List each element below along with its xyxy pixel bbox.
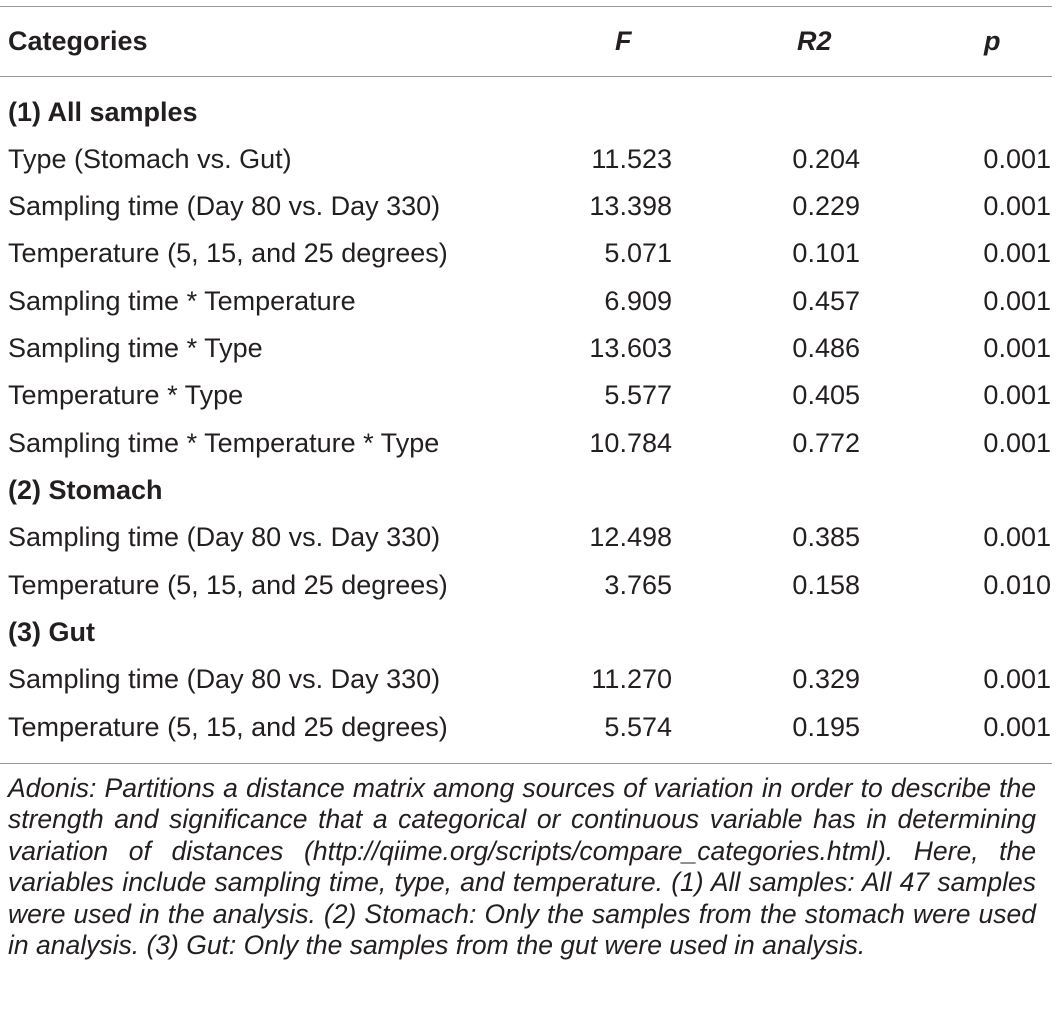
row-p: 0.001 xyxy=(983,333,1051,363)
row-label: Temperature (5, 15, and 25 degrees) xyxy=(8,238,448,268)
row-r2: 0.329 xyxy=(792,664,860,694)
row-r2: 0.158 xyxy=(792,570,860,600)
row-r2: 0.405 xyxy=(792,380,860,410)
row-label: Sampling time * Temperature * Type xyxy=(8,428,440,458)
row-f: 11.270 xyxy=(591,664,672,694)
row-r2: 0.195 xyxy=(792,712,860,742)
row-r2: 0.204 xyxy=(792,144,860,174)
header-f: F xyxy=(615,26,632,56)
row-label: Sampling time (Day 80 vs. Day 330) xyxy=(8,191,441,221)
table-row xyxy=(0,136,1057,183)
table-row xyxy=(0,656,1057,703)
bottom-rule xyxy=(0,763,1052,764)
row-r2: 0.486 xyxy=(792,333,860,363)
table-row xyxy=(0,230,1057,277)
section-title-gut xyxy=(0,609,1057,656)
row-p: 0.001 xyxy=(983,664,1051,694)
row-label: Temperature * Type xyxy=(8,380,244,410)
table-row xyxy=(0,562,1057,609)
table-row xyxy=(0,420,1057,467)
row-label: Sampling time * Type xyxy=(8,333,263,363)
row-p: 0.001 xyxy=(983,144,1051,174)
top-rule xyxy=(0,6,1052,7)
header-rule xyxy=(0,76,1052,77)
header-row xyxy=(0,18,1057,65)
table-row xyxy=(0,372,1057,419)
row-label: Sampling time (Day 80 vs. Day 330) xyxy=(8,522,441,552)
row-p: 0.001 xyxy=(983,191,1051,221)
table-row xyxy=(0,183,1057,230)
row-r2: 0.385 xyxy=(792,522,860,552)
table-row xyxy=(0,325,1057,372)
row-p: 0.001 xyxy=(983,286,1051,316)
row-f: 12.498 xyxy=(589,522,672,552)
row-f: 13.398 xyxy=(589,191,672,221)
row-p: 0.001 xyxy=(983,712,1051,742)
row-f: 3.765 xyxy=(604,570,672,600)
table-row xyxy=(0,704,1057,751)
row-r2: 0.772 xyxy=(792,428,860,458)
row-p: 0.001 xyxy=(983,238,1051,268)
section-title-stomach xyxy=(0,467,1057,514)
row-f: 5.071 xyxy=(604,238,672,268)
row-label: Sampling time (Day 80 vs. Day 330) xyxy=(8,664,441,694)
row-f: 13.603 xyxy=(589,333,672,363)
row-label: Type (Stomach vs. Gut) xyxy=(8,144,292,174)
header-categories: Categories xyxy=(8,26,148,56)
header-r2: R2 xyxy=(797,26,832,56)
table-footnote: Adonis: Partitions a distance matrix among sources of variation in order to describe the strength and significance that a categorical or continuous variable has in determining variation of distances (http://qiime.org/scripts/compare_categories.html). Here, the variables include sampling time, type, and temperature. (1) All samples: All 47 samples were used in the analysis. (2) Stomach: Only the samples from the stomach were used in analysis. (3) Gut: Only the samples from the gut were used in analysis. xyxy=(8,773,1036,961)
row-p: 0.001 xyxy=(983,380,1051,410)
row-label: Sampling time * Temperature xyxy=(8,286,356,316)
row-p: 0.001 xyxy=(983,428,1051,458)
row-f: 5.574 xyxy=(604,712,672,742)
header-p: p xyxy=(984,26,1001,56)
table-row xyxy=(0,514,1057,561)
row-f: 6.909 xyxy=(604,286,672,316)
section-title: (2) Stomach xyxy=(8,475,163,505)
section-title: (1) All samples xyxy=(8,97,198,127)
row-r2: 0.229 xyxy=(792,191,860,221)
row-label: Temperature (5, 15, and 25 degrees) xyxy=(8,570,448,600)
table-row xyxy=(0,278,1057,325)
section-title-all-samples xyxy=(0,89,1057,136)
row-f: 11.523 xyxy=(591,144,672,174)
row-label: Temperature (5, 15, and 25 degrees) xyxy=(8,712,448,742)
row-r2: 0.101 xyxy=(792,238,860,268)
row-f: 10.784 xyxy=(589,428,672,458)
section-title: (3) Gut xyxy=(8,617,95,647)
row-p: 0.010 xyxy=(983,570,1051,600)
row-p: 0.001 xyxy=(983,522,1051,552)
row-f: 5.577 xyxy=(604,380,672,410)
row-r2: 0.457 xyxy=(792,286,860,316)
